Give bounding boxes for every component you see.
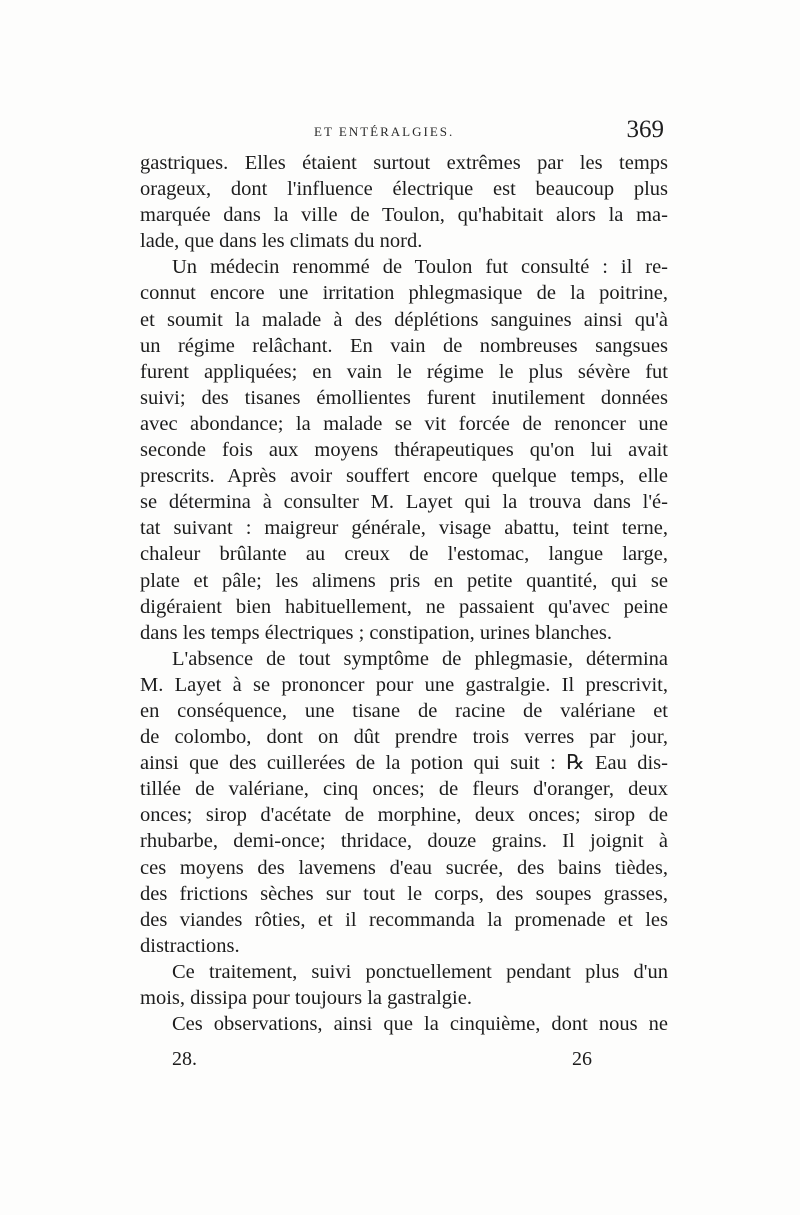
paragraph-start-line: Un médecin renommé de Toulon fut consulté : il re- (172, 256, 668, 279)
text-line: ces moyens des lavemens d'eau sucrée, des bains tièdes, (140, 856, 668, 879)
text-line: ainsi que des cuillerées de la potion qui suit : ℞ Eau dis- (140, 752, 668, 775)
paragraph-start-line: L'absence de tout symptôme de phlegmasie, détermina (172, 647, 668, 670)
text-line: orageux, dont l'influence électrique est beaucoup plus (140, 178, 668, 201)
text-line: gastriques. Elles étaient surtout extrêmes par les temps (140, 152, 668, 174)
text-line: marquée dans la ville de Toulon, qu'habitait alors la ma- (140, 204, 668, 227)
text-line: tat suivant : maigreur générale, visage abattu, teint terne, (140, 517, 668, 540)
text-line: furent appliquées; en vain le régime le plus sévère fut (140, 360, 668, 383)
page-number: 369 (626, 116, 664, 143)
page-footer (140, 1040, 668, 1070)
text-line: et soumit la malade à des déplétions sanguines ainsi qu'à (140, 308, 668, 331)
text-line: avec abondance; la malade se vit forcée de renoncer une (140, 412, 668, 435)
text-line: lade, que dans les climats du nord. (140, 230, 423, 253)
text-line: distractions. (140, 934, 240, 957)
text-line: des viandes rôties, et il recommanda la promenade et les (140, 908, 668, 931)
signature-mark-right: 26 (572, 1048, 592, 1070)
text-line: dans les temps électriques ; constipation, urines blanches. (140, 621, 612, 644)
signature-mark-left: 28. (172, 1048, 197, 1070)
text-line: en conséquence, une tisane de racine de valériane et (140, 699, 668, 722)
text-line: prescrits. Après avoir souffert encore quelque temps, elle (140, 465, 668, 488)
text-line: tillée de valériane, cinq onces; de fleurs d'oranger, deux (140, 778, 668, 801)
text-line: onces; sirop d'acétate de morphine, deux onces; sirop de (140, 804, 668, 827)
text-line: plate et pâle; les alimens pris en petite quantité, qui se (140, 569, 668, 592)
paragraph-start-line: Ces observations, ainsi que la cinquième, dont nous ne (172, 1013, 668, 1036)
text-line: suivi; des tisanes émollientes furent inutilement données (140, 386, 668, 409)
text-line: M. Layet à se prononcer pour une gastralgie. Il prescrivit, (140, 673, 668, 696)
text-line: connut encore une irritation phlegmasique de la poitrine, (140, 282, 668, 305)
text-line: un régime relâchant. En vain de nombreuses sangsues (140, 334, 668, 357)
text-line: des frictions sèches sur tout le corps, des soupes grasses, (140, 882, 668, 905)
text-line: rhubarbe, demi-once; thridace, douze grains. Il joignit à (140, 830, 668, 853)
text-line: chaleur brûlante au creux de l'estomac, langue large, (140, 543, 668, 566)
text-line: seconde fois aux moyens thérapeutiques qu'on lui avait (140, 439, 668, 462)
text-line: mois, dissipa pour toujours la gastralgie. (140, 987, 472, 1009)
text-line: de colombo, dont on dût prendre trois verres par jour, (140, 726, 668, 749)
running-title: ET ENTÉRALGIES. (314, 124, 455, 139)
body-text (140, 150, 668, 1037)
text-line: se détermina à consulter M. Layet qui la trouva dans l'é- (140, 491, 668, 514)
text-line: digéraient bien habituellement, ne passaient qu'avec peine (140, 595, 668, 618)
paragraph-start-line: Ce traitement, suivi ponctuellement pendant plus d'un (172, 960, 668, 983)
